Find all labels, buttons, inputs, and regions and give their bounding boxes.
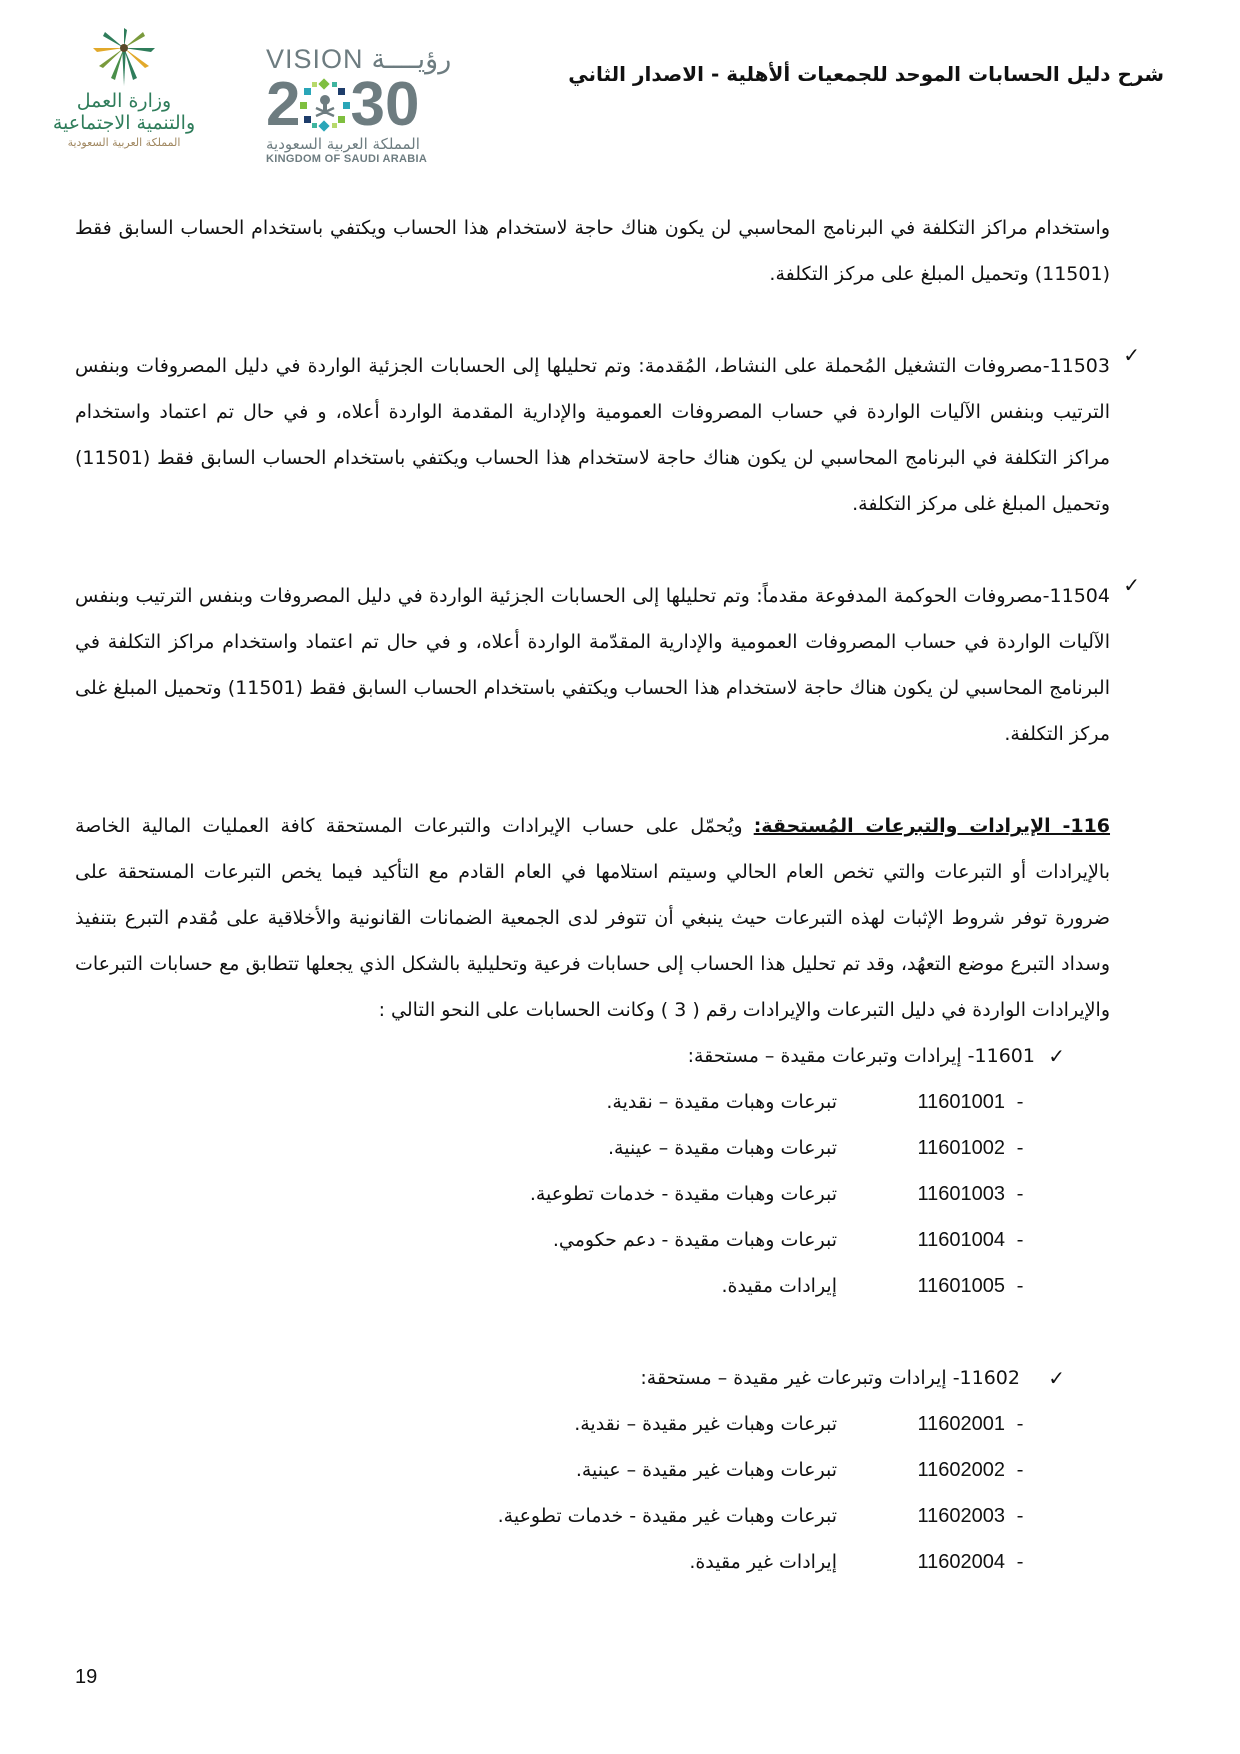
check-mark-icon: ✓	[1123, 343, 1140, 367]
list-item	[75, 1493, 1035, 1539]
section-116-heading: 116- الإيرادات والتبرعات المُستحقة:	[753, 815, 1111, 837]
list-item	[75, 1217, 1035, 1263]
group-11601-heading: 11601- إيرادات وتبرعات مقيدة – مستحقة:	[687, 1045, 1035, 1067]
list-marker: -	[1016, 1275, 1024, 1297]
list-item	[75, 1447, 1035, 1493]
ministry-name-line1: وزارة العمل	[76, 90, 172, 112]
list-item	[75, 1401, 1035, 1447]
list-item	[75, 1125, 1035, 1171]
account-name: تبرعات وهبات غير مقيدة – نقدية.	[574, 1413, 837, 1435]
section-116-paragraph	[75, 803, 1110, 1033]
account-code: 11601001	[917, 1091, 1005, 1113]
account-name: إيرادات غير مقيدة.	[689, 1551, 837, 1573]
vision-latin: VISION	[266, 44, 364, 74]
ministry-logo	[44, 26, 204, 176]
account-code: 11601003	[917, 1183, 1005, 1205]
list-item	[75, 1079, 1035, 1125]
list-marker: -	[1016, 1505, 1024, 1527]
account-11504-text: 11504-مصروفات الحوكمة المدفوعة مقدماً: وتم تحليلها إلى الحسابات الجزئية الواردة في دليل المصروفات وبنفس الترتيب وبنفس الآليات الواردة في حساب المصروفات العمومية والإدارية المقدّمة الواردة أعلاه، و في حال تم اعتماد واستخدام مراكز التكلفة في البرنامج المحاسبي لن يكون هناك حاجة لاستخدام هذا الحساب ويكتفي باستخدام الحساب السابق فقط (11501) وتحميل المبلغ غلى مركز التكلفة.	[75, 585, 1110, 745]
list-marker: -	[1016, 1413, 1024, 1435]
section-116-text: ويُحمّل على حساب الإيرادات والتبرعات المستحقة كافة العمليات المالية الخاصة بالإيرادات أو التبرعات والتي تخص العام الحالي وسيتم استلامها في العام القادم مع التأكيد فيما يخص التبرعات المستحقة على ضرورة توفر شروط الإثبات لهذه التبرعات حيث ينبغي أن تتوفر لدى الجمعية الضمانات القانونية والأخلاقية على مُقدم التبرع بتنفيذ وسداد التبرع موضع التعهُد، وقد تم تحليل هذا الحساب إلى حسابات فرعية وتحليلية بالشكل الذي يجعلها تتطابق مع حسابات التبرعات والإيرادات الواردة في دليل التبرعات والإيرادات رقم ( 3 ) وكانت الحسابات على النحو التالي :	[75, 815, 1110, 1021]
list-marker: -	[1016, 1137, 1024, 1159]
account-name: تبرعات وهبات مقيدة – نقدية.	[606, 1091, 837, 1113]
list-item	[75, 1171, 1035, 1217]
group-11601-heading-row	[75, 1033, 1065, 1079]
account-name: تبرعات وهبات غير مقيدة – عينية.	[575, 1459, 837, 1481]
vision-2030-logo	[266, 44, 466, 179]
account-code: 11601005	[917, 1275, 1005, 1297]
list-marker: -	[1016, 1183, 1024, 1205]
list-marker: -	[1016, 1229, 1024, 1251]
ministry-name-line2: والتنمية الاجتماعية	[52, 112, 196, 134]
account-code: 11602003	[917, 1505, 1005, 1527]
list-item	[75, 1263, 1035, 1309]
check-mark-icon: ✓	[1048, 1044, 1065, 1068]
group-11601-list	[75, 1079, 1035, 1309]
account-item-11503	[75, 343, 1140, 527]
document-body	[75, 205, 1140, 1585]
intro-paragraph: واستخدام مراكز التكلفة في البرنامج المحاسبي لن يكون هناك حاجة لاستخدام هذا الحساب ويكتفي باستخدام الحساب السابق فقط (11501) وتحميل المبلغ على مركز التكلفة.	[75, 217, 1110, 285]
list-marker: -	[1016, 1459, 1024, 1481]
vision-year-right: 30	[350, 70, 420, 139]
list-marker: -	[1016, 1091, 1024, 1113]
vision-country-arabic: المملكة العربية السعودية	[266, 135, 420, 153]
vision-emblem-icon	[298, 78, 352, 132]
account-code: 11602001	[917, 1413, 1005, 1435]
vision-country-english: KINGDOM OF SAUDI ARABIA	[266, 153, 428, 165]
account-name: تبرعات وهبات مقيدة - خدمات تطوعية.	[529, 1183, 837, 1205]
check-mark-icon: ✓	[1123, 573, 1140, 597]
vision-arabic: رؤيــــة	[371, 44, 452, 75]
account-name: إيرادات مقيدة.	[721, 1275, 837, 1297]
check-mark-icon: ✓	[1048, 1366, 1065, 1390]
group-11602-heading: 11602- إيرادات وتبرعات غير مقيدة – مستحقة:	[640, 1367, 1020, 1389]
page-number: 19	[75, 1666, 98, 1688]
account-item-11504	[75, 573, 1140, 757]
list-marker: -	[1016, 1551, 1024, 1573]
account-name: تبرعات وهبات غير مقيدة - خدمات تطوعية.	[497, 1505, 837, 1527]
ministry-country: المملكة العربية السعودية	[67, 136, 181, 149]
account-name: تبرعات وهبات مقيدة - دعم حكومي.	[552, 1229, 837, 1251]
document-header-title: شرح دليل الحسابات الموحد للجمعيات ألأهلية - الاصدار الثاني	[568, 62, 1164, 86]
group-11602-list	[75, 1401, 1035, 1585]
list-item	[75, 1539, 1035, 1585]
account-11503-text: 11503-مصروفات التشغيل المُحملة على النشاط، المُقدمة: وتم تحليلها إلى الحسابات الجزئية الواردة في دليل المصروفات وبنفس الترتيب وبنفس الآليات الواردة في حساب المصروفات العمومية والإدارية المقدمة الواردة أعلاه، و في حال تم اعتماد واستخدام مراكز التكلفة في البرنامج المحاسبي لن يكون هناك حاجة لاستخدام هذا الحساب ويكتفي باستخدام الحساب السابق فقط (11501) وتحميل المبلغ غلى مركز التكلفة.	[75, 355, 1110, 515]
palm-tree-icon	[89, 26, 159, 88]
account-code: 11602004	[917, 1551, 1005, 1573]
account-code: 11601004	[917, 1229, 1005, 1251]
group-11602-heading-row	[75, 1355, 1065, 1401]
account-name: تبرعات وهبات مقيدة – عينية.	[608, 1137, 837, 1159]
account-code: 11601002	[917, 1137, 1005, 1159]
vision-year-left: 2	[266, 70, 301, 139]
account-code: 11602002	[917, 1459, 1005, 1481]
